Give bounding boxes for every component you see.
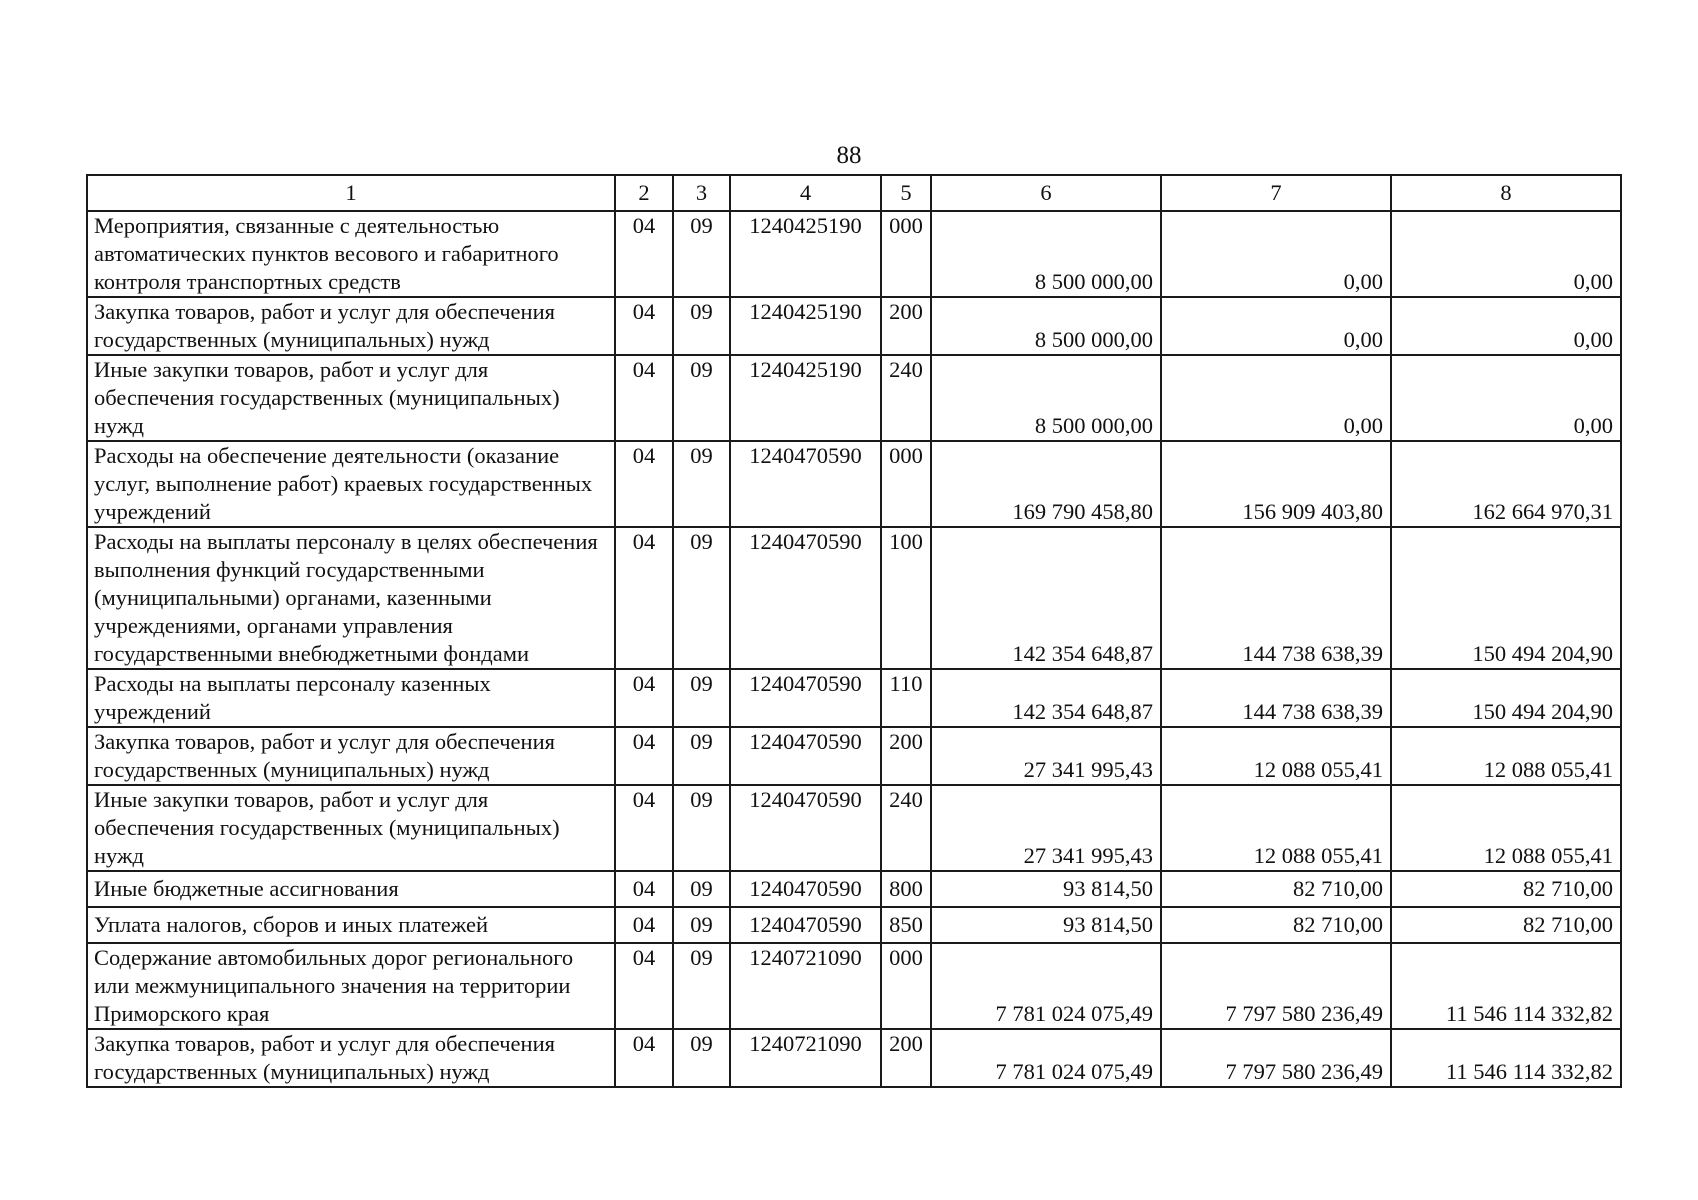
row-target-code: 1240425190 — [730, 211, 881, 297]
row-expense-type: 200 — [881, 1029, 931, 1087]
table-row — [87, 527, 1621, 669]
row-name: Иные закупки товаров, работ и услуг для обеспечения государственных (муниципальных) нужд — [87, 355, 615, 441]
row-amount-col7: 156 909 403,80 — [1161, 441, 1391, 527]
header-cell: 4 — [730, 175, 881, 211]
row-subsection: 09 — [673, 785, 730, 871]
row-amount-col8: 0,00 — [1391, 297, 1621, 355]
table-row — [87, 785, 1621, 871]
row-amount-col8: 150 494 204,90 — [1391, 669, 1621, 727]
row-subsection: 09 — [673, 727, 730, 785]
row-amount-col7: 82 710,00 — [1161, 907, 1391, 943]
row-subsection: 09 — [673, 297, 730, 355]
row-section: 04 — [615, 297, 673, 355]
row-amount-col6: 142 354 648,87 — [931, 527, 1161, 669]
row-amount-col6: 7 781 024 075,49 — [931, 1029, 1161, 1087]
page-number: 88 — [836, 142, 862, 169]
row-name: Расходы на выплаты персоналу казенных учреждений — [87, 669, 615, 727]
row-amount-col7: 82 710,00 — [1161, 871, 1391, 907]
row-name: Закупка товаров, работ и услуг для обеспечения государственных (муниципальных) нужд — [87, 297, 615, 355]
row-target-code: 1240470590 — [730, 871, 881, 907]
row-amount-col7: 144 738 638,39 — [1161, 669, 1391, 727]
row-subsection: 09 — [673, 669, 730, 727]
row-section: 04 — [615, 527, 673, 669]
row-target-code: 1240470590 — [730, 785, 881, 871]
row-section: 04 — [615, 211, 673, 297]
row-amount-col8: 162 664 970,31 — [1391, 441, 1621, 527]
row-target-code: 1240470590 — [730, 669, 881, 727]
table-row — [87, 211, 1621, 297]
row-amount-col6: 93 814,50 — [931, 871, 1161, 907]
row-target-code: 1240721090 — [730, 1029, 881, 1087]
row-amount-col7: 144 738 638,39 — [1161, 527, 1391, 669]
row-target-code: 1240470590 — [730, 527, 881, 669]
header-cell: 6 — [931, 175, 1161, 211]
header-cell: 8 — [1391, 175, 1621, 211]
row-name: Уплата налогов, сборов и иных платежей — [87, 907, 615, 943]
table-row — [87, 441, 1621, 527]
row-name: Содержание автомобильных дорог регионального или межмуниципального значения на территории Приморского края — [87, 943, 615, 1029]
row-expense-type: 110 — [881, 669, 931, 727]
row-amount-col8: 12 088 055,41 — [1391, 785, 1621, 871]
row-expense-type: 240 — [881, 355, 931, 441]
row-expense-type: 000 — [881, 441, 931, 527]
row-amount-col8: 11 546 114 332,82 — [1391, 1029, 1621, 1087]
table-row — [87, 871, 1621, 907]
row-name: Иные бюджетные ассигнования — [87, 871, 615, 907]
row-expense-type: 000 — [881, 211, 931, 297]
row-name: Расходы на обеспечение деятельности (оказание услуг, выполнение работ) краевых государственных учреждений — [87, 441, 615, 527]
row-section: 04 — [615, 355, 673, 441]
row-amount-col8: 0,00 — [1391, 355, 1621, 441]
row-amount-col7: 0,00 — [1161, 297, 1391, 355]
header-cell: 2 — [615, 175, 673, 211]
row-subsection: 09 — [673, 943, 730, 1029]
row-expense-type: 200 — [881, 297, 931, 355]
row-name: Закупка товаров, работ и услуг для обеспечения государственных (муниципальных) нужд — [87, 1029, 615, 1087]
header-cell: 1 — [87, 175, 615, 211]
row-amount-col6: 8 500 000,00 — [931, 297, 1161, 355]
row-target-code: 1240425190 — [730, 355, 881, 441]
row-section: 04 — [615, 907, 673, 943]
row-expense-type: 200 — [881, 727, 931, 785]
row-amount-col6: 8 500 000,00 — [931, 211, 1161, 297]
row-expense-type: 100 — [881, 527, 931, 669]
row-amount-col6: 169 790 458,80 — [931, 441, 1161, 527]
row-target-code: 1240470590 — [730, 907, 881, 943]
budget-table — [86, 174, 1622, 1088]
header-cell: 5 — [881, 175, 931, 211]
row-amount-col6: 142 354 648,87 — [931, 669, 1161, 727]
table-row — [87, 355, 1621, 441]
row-amount-col6: 7 781 024 075,49 — [931, 943, 1161, 1029]
row-section: 04 — [615, 669, 673, 727]
row-amount-col8: 11 546 114 332,82 — [1391, 943, 1621, 1029]
row-amount-col7: 12 088 055,41 — [1161, 727, 1391, 785]
table-row — [87, 907, 1621, 943]
row-expense-type: 000 — [881, 943, 931, 1029]
row-amount-col8: 12 088 055,41 — [1391, 727, 1621, 785]
row-subsection: 09 — [673, 355, 730, 441]
table-row — [87, 1029, 1621, 1087]
row-subsection: 09 — [673, 527, 730, 669]
table-row — [87, 669, 1621, 727]
header-cell: 3 — [673, 175, 730, 211]
row-amount-col6: 93 814,50 — [931, 907, 1161, 943]
row-amount-col7: 7 797 580 236,49 — [1161, 943, 1391, 1029]
row-section: 04 — [615, 441, 673, 527]
row-amount-col8: 150 494 204,90 — [1391, 527, 1621, 669]
row-section: 04 — [615, 1029, 673, 1087]
row-section: 04 — [615, 785, 673, 871]
row-name: Расходы на выплаты персоналу в целях обеспечения выполнения функций государственными (муниципальными) органами, казенными учреждениями, органами управления государственными внебюджетными фондами — [87, 527, 615, 669]
row-amount-col8: 82 710,00 — [1391, 907, 1621, 943]
row-expense-type: 850 — [881, 907, 931, 943]
row-amount-col6: 8 500 000,00 — [931, 355, 1161, 441]
table-row — [87, 943, 1621, 1029]
row-amount-col8: 82 710,00 — [1391, 871, 1621, 907]
row-subsection: 09 — [673, 907, 730, 943]
row-name: Мероприятия, связанные с деятельностью автоматических пунктов весового и габаритного контроля транспортных средств — [87, 211, 615, 297]
row-subsection: 09 — [673, 441, 730, 527]
row-section: 04 — [615, 871, 673, 907]
row-section: 04 — [615, 943, 673, 1029]
row-expense-type: 240 — [881, 785, 931, 871]
row-target-code: 1240425190 — [730, 297, 881, 355]
row-subsection: 09 — [673, 1029, 730, 1087]
header-cell: 7 — [1161, 175, 1391, 211]
row-target-code: 1240721090 — [730, 943, 881, 1029]
row-amount-col7: 7 797 580 236,49 — [1161, 1029, 1391, 1087]
row-amount-col6: 27 341 995,43 — [931, 785, 1161, 871]
row-section: 04 — [615, 727, 673, 785]
table-row — [87, 297, 1621, 355]
row-expense-type: 800 — [881, 871, 931, 907]
row-name: Закупка товаров, работ и услуг для обеспечения государственных (муниципальных) нужд — [87, 727, 615, 785]
row-name: Иные закупки товаров, работ и услуг для обеспечения государственных (муниципальных) нужд — [87, 785, 615, 871]
row-target-code: 1240470590 — [730, 441, 881, 527]
row-amount-col8: 0,00 — [1391, 211, 1621, 297]
table-row — [87, 727, 1621, 785]
row-amount-col6: 27 341 995,43 — [931, 727, 1161, 785]
row-amount-col7: 0,00 — [1161, 211, 1391, 297]
row-amount-col7: 0,00 — [1161, 355, 1391, 441]
row-amount-col7: 12 088 055,41 — [1161, 785, 1391, 871]
row-subsection: 09 — [673, 211, 730, 297]
table-header-row — [87, 175, 1621, 211]
row-target-code: 1240470590 — [730, 727, 881, 785]
row-subsection: 09 — [673, 871, 730, 907]
